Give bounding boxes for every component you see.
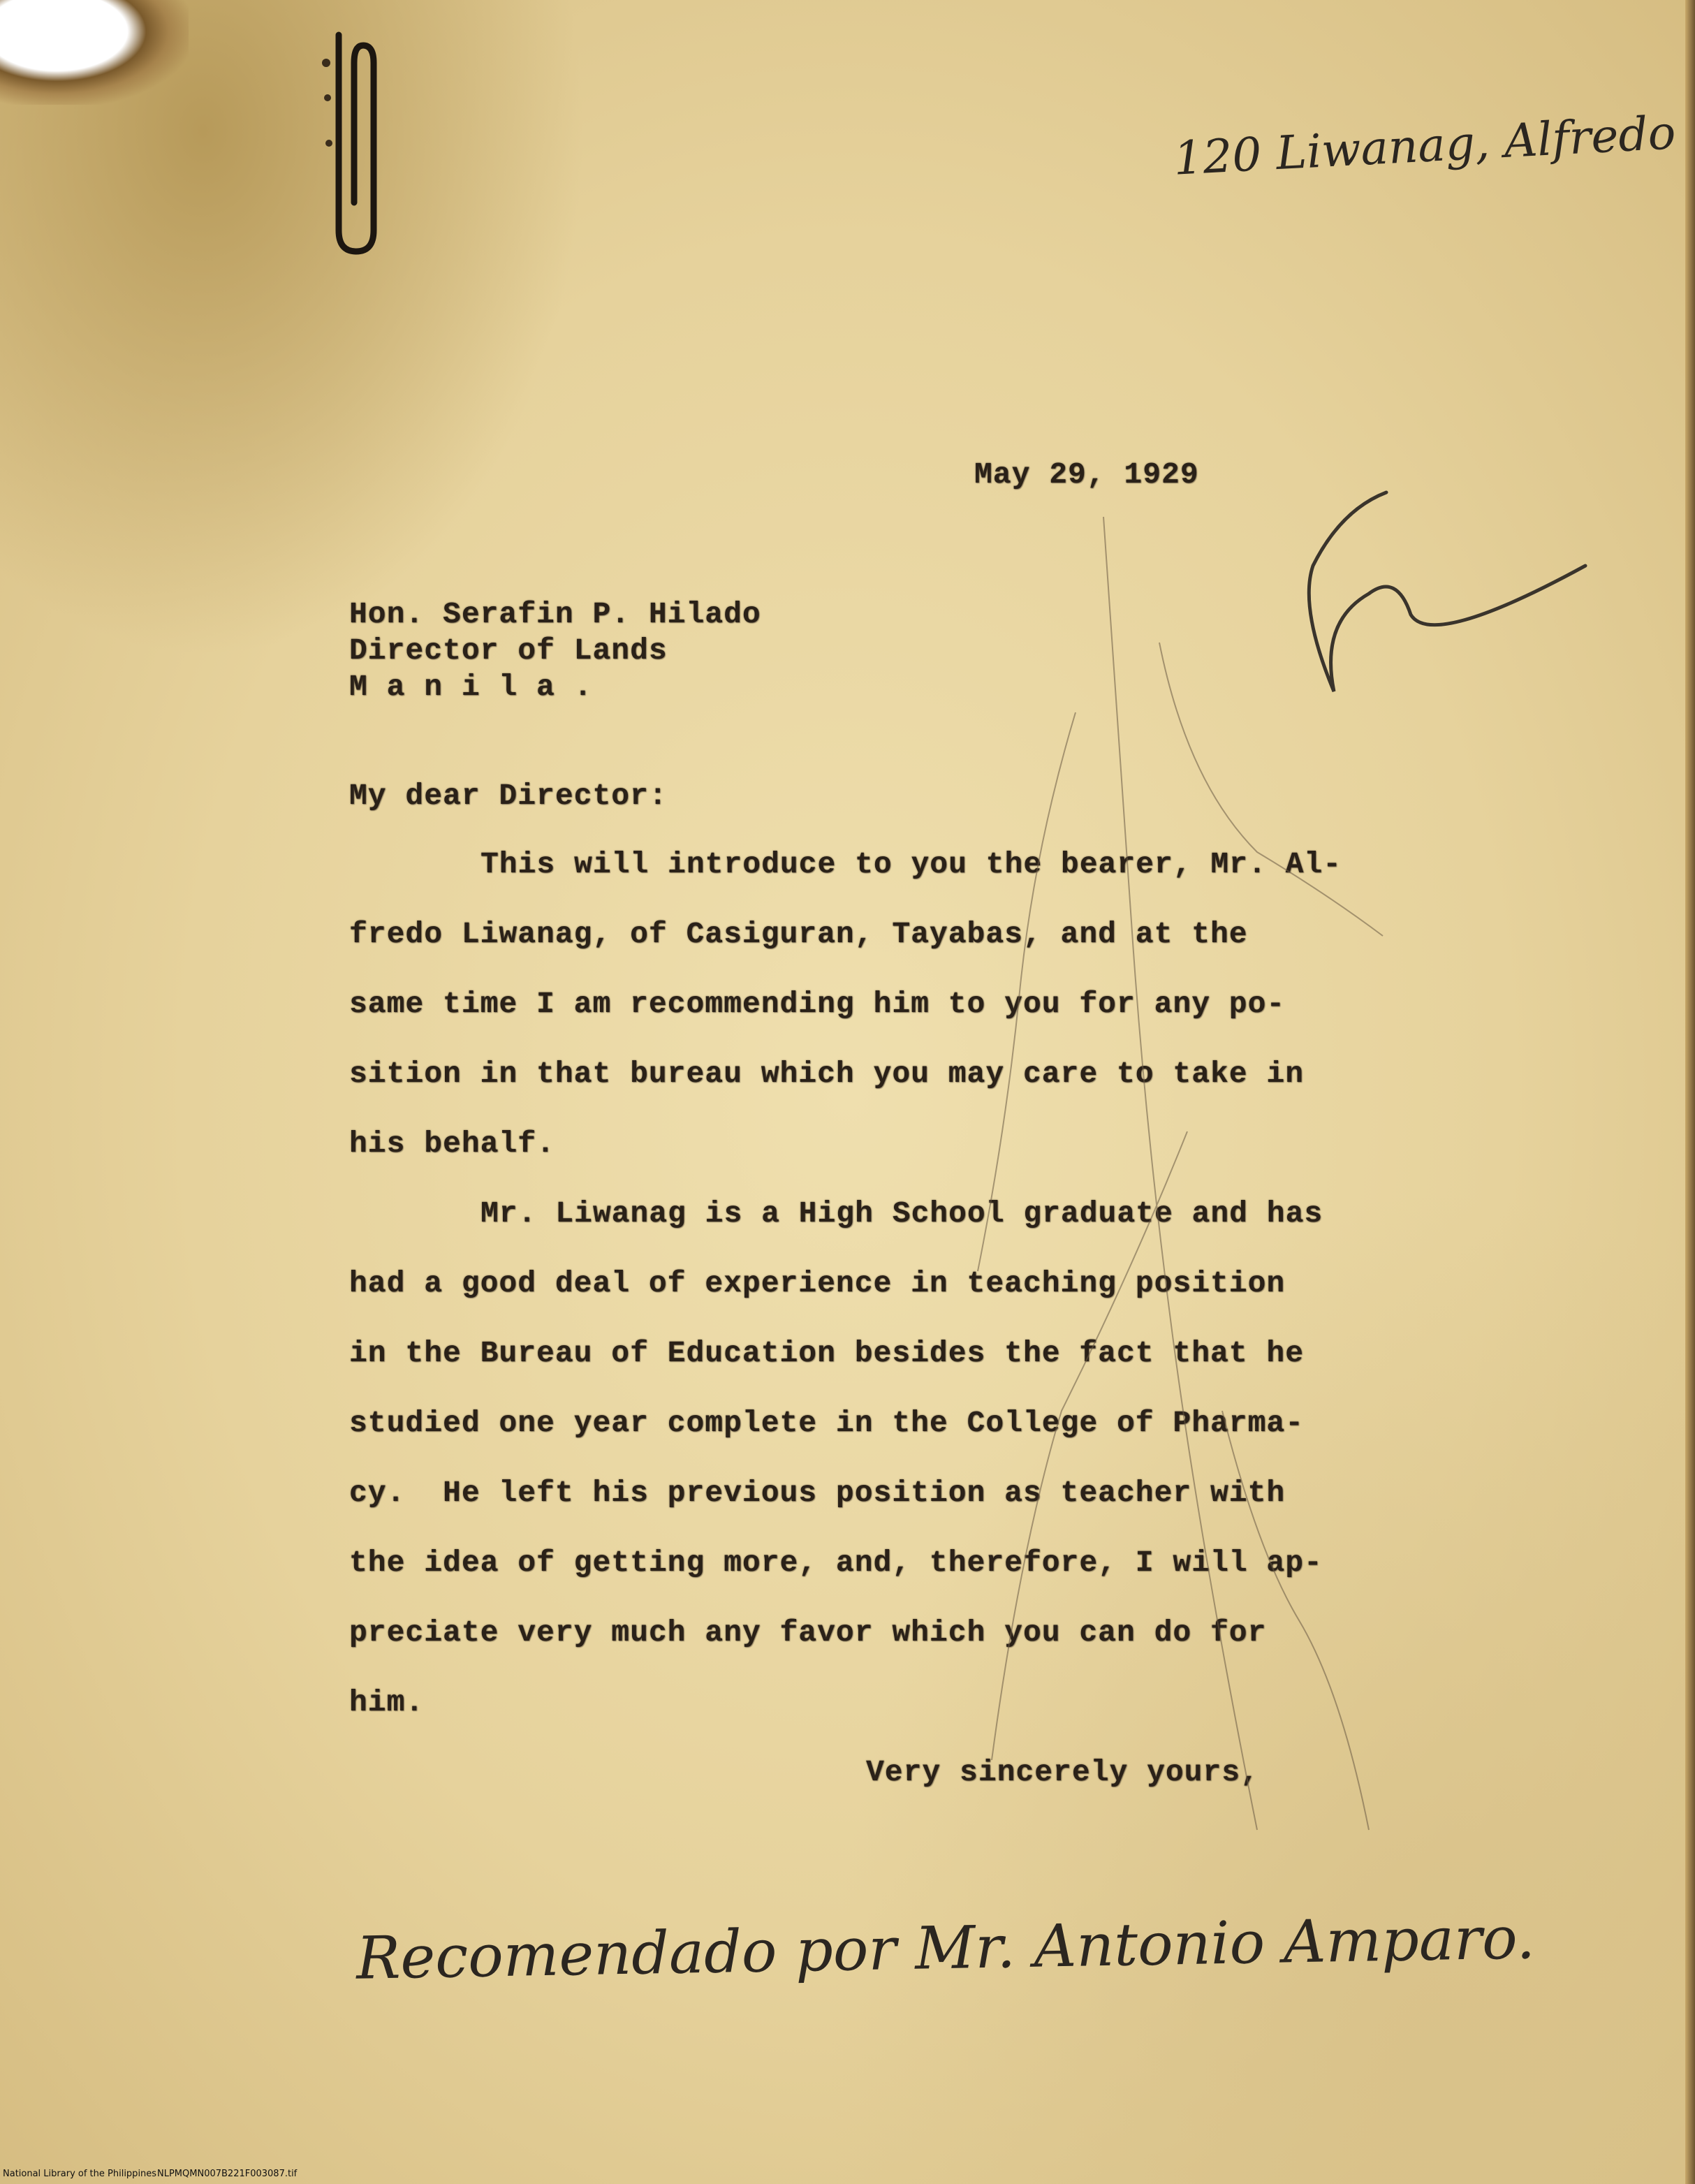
salutation: My dear Director: [349,779,668,813]
archive-credit: National Library of the Philippines [3,2169,157,2179]
recipient-city: M a n i l a . [349,670,593,704]
paragraph1-line: fredo Liwanag, of Casiguran, Tayabas, and at the [349,917,1248,951]
paper-clip-icon [318,21,395,258]
paragraph2-line: cy. He left his previous position as teacher with [349,1476,1286,1510]
handwritten-file-note: 120 Liwanag, Alfredo [1172,105,1678,186]
recipient-name: Hon. Serafin P. Hilado [349,597,761,631]
page-edge [1685,0,1695,2184]
paragraph1-line: This will introduce to you the bearer, Mr. Al- [480,847,1342,881]
paper-crease-lines [768,503,1397,1900]
archive-file-id: NLPMQMN007B221F003087.tif [157,2169,298,2179]
recipient-title: Director of Lands [349,633,668,668]
burn-damage [0,0,189,105]
paragraph2-line: Mr. Liwanag is a High School graduate and has [480,1196,1323,1231]
paragraph1-line: same time I am recommending him to you for any po- [349,987,1286,1021]
paragraph2-line: had a good deal of experience in teaching position [349,1266,1286,1300]
paragraph2-line: him. [349,1685,425,1720]
paragraph2-line: studied one year complete in the College of Pharma- [349,1406,1305,1440]
paragraph1-line: his behalf. [349,1127,555,1161]
letter-date: May 29, 1929 [974,457,1199,492]
paragraph1-line: sition in that bureau which you may care to take in [349,1057,1305,1091]
paragraph2-line: the idea of getting more, and, therefore, I will ap- [349,1546,1323,1580]
paragraph2-line: in the Bureau of Education besides the fact that he [349,1336,1305,1370]
closing: Very sincerely yours, [866,1755,1259,1789]
handwritten-recommendation: Recomendado por Mr. Antonio Amparo. [355,1903,1536,1993]
paragraph2-line: preciate very much any favor which you can do for [349,1615,1267,1650]
